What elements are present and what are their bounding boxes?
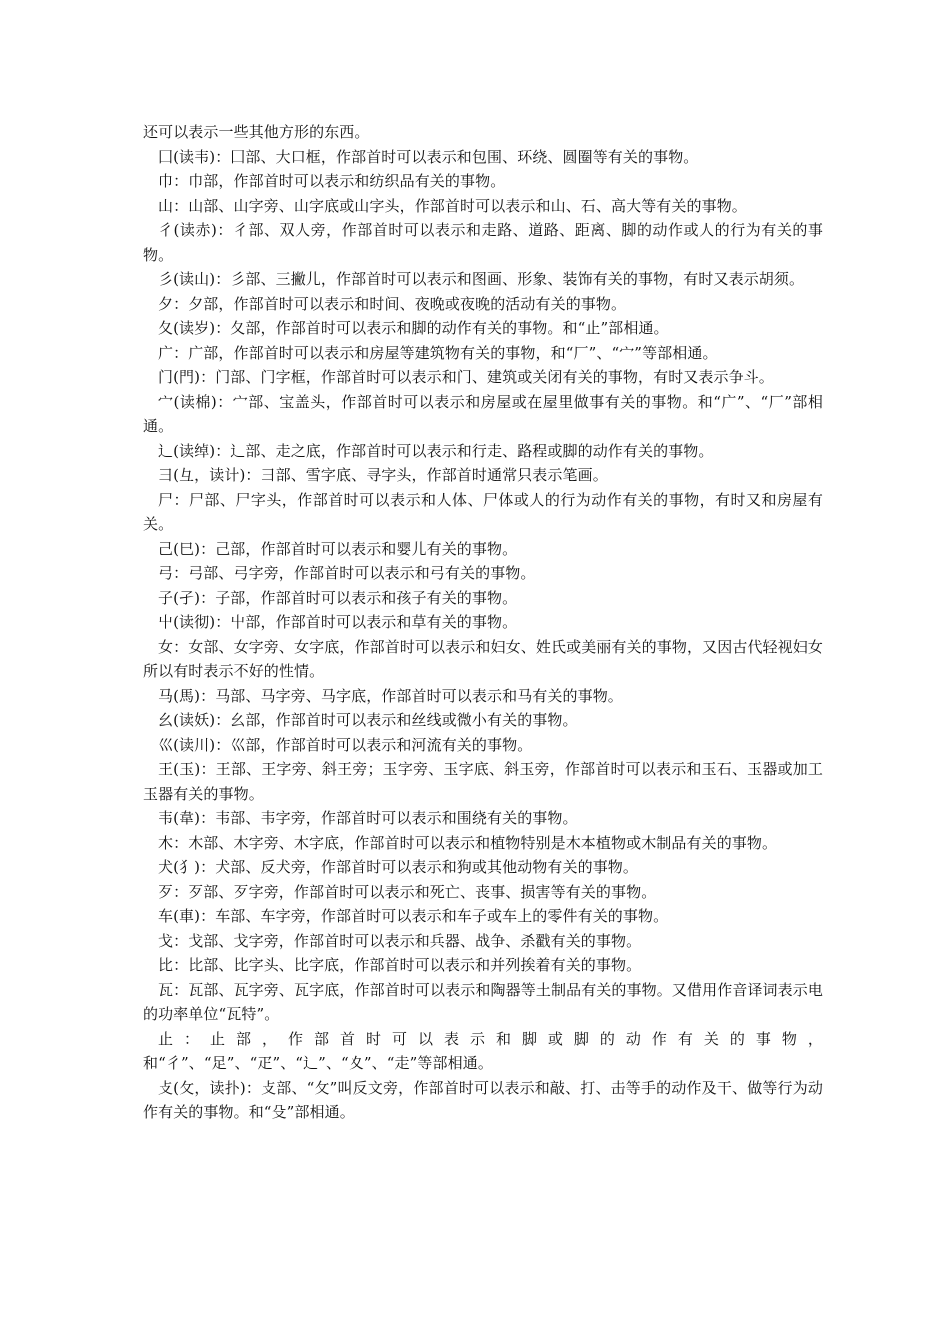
paragraph: 广：广部，作部首时可以表示和房屋等建筑物有关的事物，和“厂”、“宀”等部相通。 bbox=[158, 343, 718, 362]
paragraph: 巛(读川)：巛部，作部首时可以表示和河流有关的事物。 bbox=[158, 735, 533, 754]
paragraph: 己(巳)：己部，作部首时可以表示和婴儿有关的事物。 bbox=[158, 539, 518, 558]
paragraph: 彡(读山)：彡部、三撇儿，作部首时可以表示和图画、形象、装饰有关的事物，有时又表示胡须。 bbox=[158, 270, 805, 288]
paragraph: 子(孑)：子部，作部首时可以表示和孩子有关的事物。 bbox=[158, 588, 518, 607]
paragraph: 止：止部，作部首时可以表示和脚或脚的动作有关的事物，和“彳”、“足”、“疋”、“辶”、“夊”、“走”等部相通。 bbox=[143, 1029, 823, 1072]
paragraph: 巾：巾部，作部首时可以表示和纺织品有关的事物。 bbox=[158, 172, 506, 190]
paragraph: 彐(彑，读计)：彐部、雪字底、寻字头，作部首时通常只表示笔画。 bbox=[158, 466, 608, 484]
paragraph: 比：比部、比字头、比字底，作部首时可以表示和并列挨着有关的事物。 bbox=[158, 956, 642, 974]
paragraph: 宀(读棉)：宀部、宝盖头，作部首时可以表示和房屋或在屋里做事有关的事物。和“广”、“厂”部相通。 bbox=[143, 392, 823, 435]
paragraph: 辶(读绰)：辶部、走之底，作部首时可以表示和行走、路程或脚的动作有关的事物。 bbox=[158, 441, 714, 460]
paragraph: 木：木部、木字旁、木字底，作部首时可以表示和植物特别是木本植物或木制品有关的事物。 bbox=[158, 833, 778, 852]
paragraph: 攴(攵，读扑)：攴部、“攵”叫反文旁，作部首时可以表示和敲、打、击等手的动作及干、做等行为动作有关的事物。和“殳”部相通。 bbox=[143, 1078, 823, 1121]
paragraph: 还可以表示一些其他方形的东西。 bbox=[143, 123, 370, 141]
paragraph: 夂(读岁)：夂部，作部首时可以表示和脚的动作有关的事物。和“止”部相通。 bbox=[158, 319, 669, 337]
paragraph: 门(門)：门部、门字框，作部首时可以表示和门、建筑或关闭有关的事物，有时又表示争斗。 bbox=[158, 368, 774, 386]
paragraph: 屮(读彻)：屮部，作部首时可以表示和草有关的事物。 bbox=[158, 613, 518, 631]
paragraph: 歹：歹部、歹字旁，作部首时可以表示和死亡、丧事、损害等有关的事物。 bbox=[158, 882, 657, 901]
paragraph: 瓦：瓦部、瓦字旁、瓦字底，作部首时可以表示和陶器等土制品有关的事物。又借用作音译词表示电的功率单位“瓦特”。 bbox=[143, 980, 823, 1023]
paragraph: 女：女部、女字旁、女字底，作部首时可以表示和妇女、姓氏或美丽有关的事物，又因古代轻视妇女所以有时表示不好的性情。 bbox=[143, 637, 823, 680]
paragraph: 幺(读妖)：幺部，作部首时可以表示和丝线或微小有关的事物。 bbox=[158, 711, 578, 729]
paragraph: 彳(读赤)：彳部、双人旁，作部首时可以表示和走路、道路、距离、脚的动作或人的行为有关的事物。 bbox=[143, 221, 823, 264]
paragraph: 王(玉)：王部、王字旁、斜王旁；玉字旁、玉字底、斜玉旁，作部首时可以表示和玉石、玉器或加工玉器有关的事物。 bbox=[143, 760, 823, 803]
paragraph: 夕：夕部，作部首时可以表示和时间、夜晚或夜晚的活动有关的事物。 bbox=[158, 294, 627, 313]
paragraph: 马(馬)：马部、马字旁、马字底，作部首时可以表示和马有关的事物。 bbox=[158, 686, 623, 705]
paragraph: 囗(读韦)：囗部、大口框，作部首时可以表示和包围、环绕、圆圈等有关的事物。 bbox=[158, 147, 699, 166]
paragraph: 山：山部、山字旁、山字底或山字头，作部首时可以表示和山、石、高大等有关的事物。 bbox=[158, 196, 747, 215]
paragraph: 车(車)：车部、车字旁，作部首时可以表示和车子或车上的零件有关的事物。 bbox=[158, 907, 669, 925]
document-body bbox=[143, 120, 823, 1125]
paragraph: 戈：戈部、戈字旁，作部首时可以表示和兵器、战争、杀戳有关的事物。 bbox=[158, 931, 642, 950]
paragraph: 韦(韋)：韦部、韦字旁，作部首时可以表示和围绕有关的事物。 bbox=[158, 809, 578, 827]
paragraph: 弓：弓部、弓字旁，作部首时可以表示和弓有关的事物。 bbox=[158, 564, 536, 582]
paragraph: 尸：尸部、尸字头，作部首时可以表示和人体、尸体或人的行为动作有关的事物，有时又和房屋有关。 bbox=[143, 490, 823, 533]
paragraph: 犬(犭)：犬部、反犬旁，作部首时可以表示和狗或其他动物有关的事物。 bbox=[158, 858, 639, 876]
